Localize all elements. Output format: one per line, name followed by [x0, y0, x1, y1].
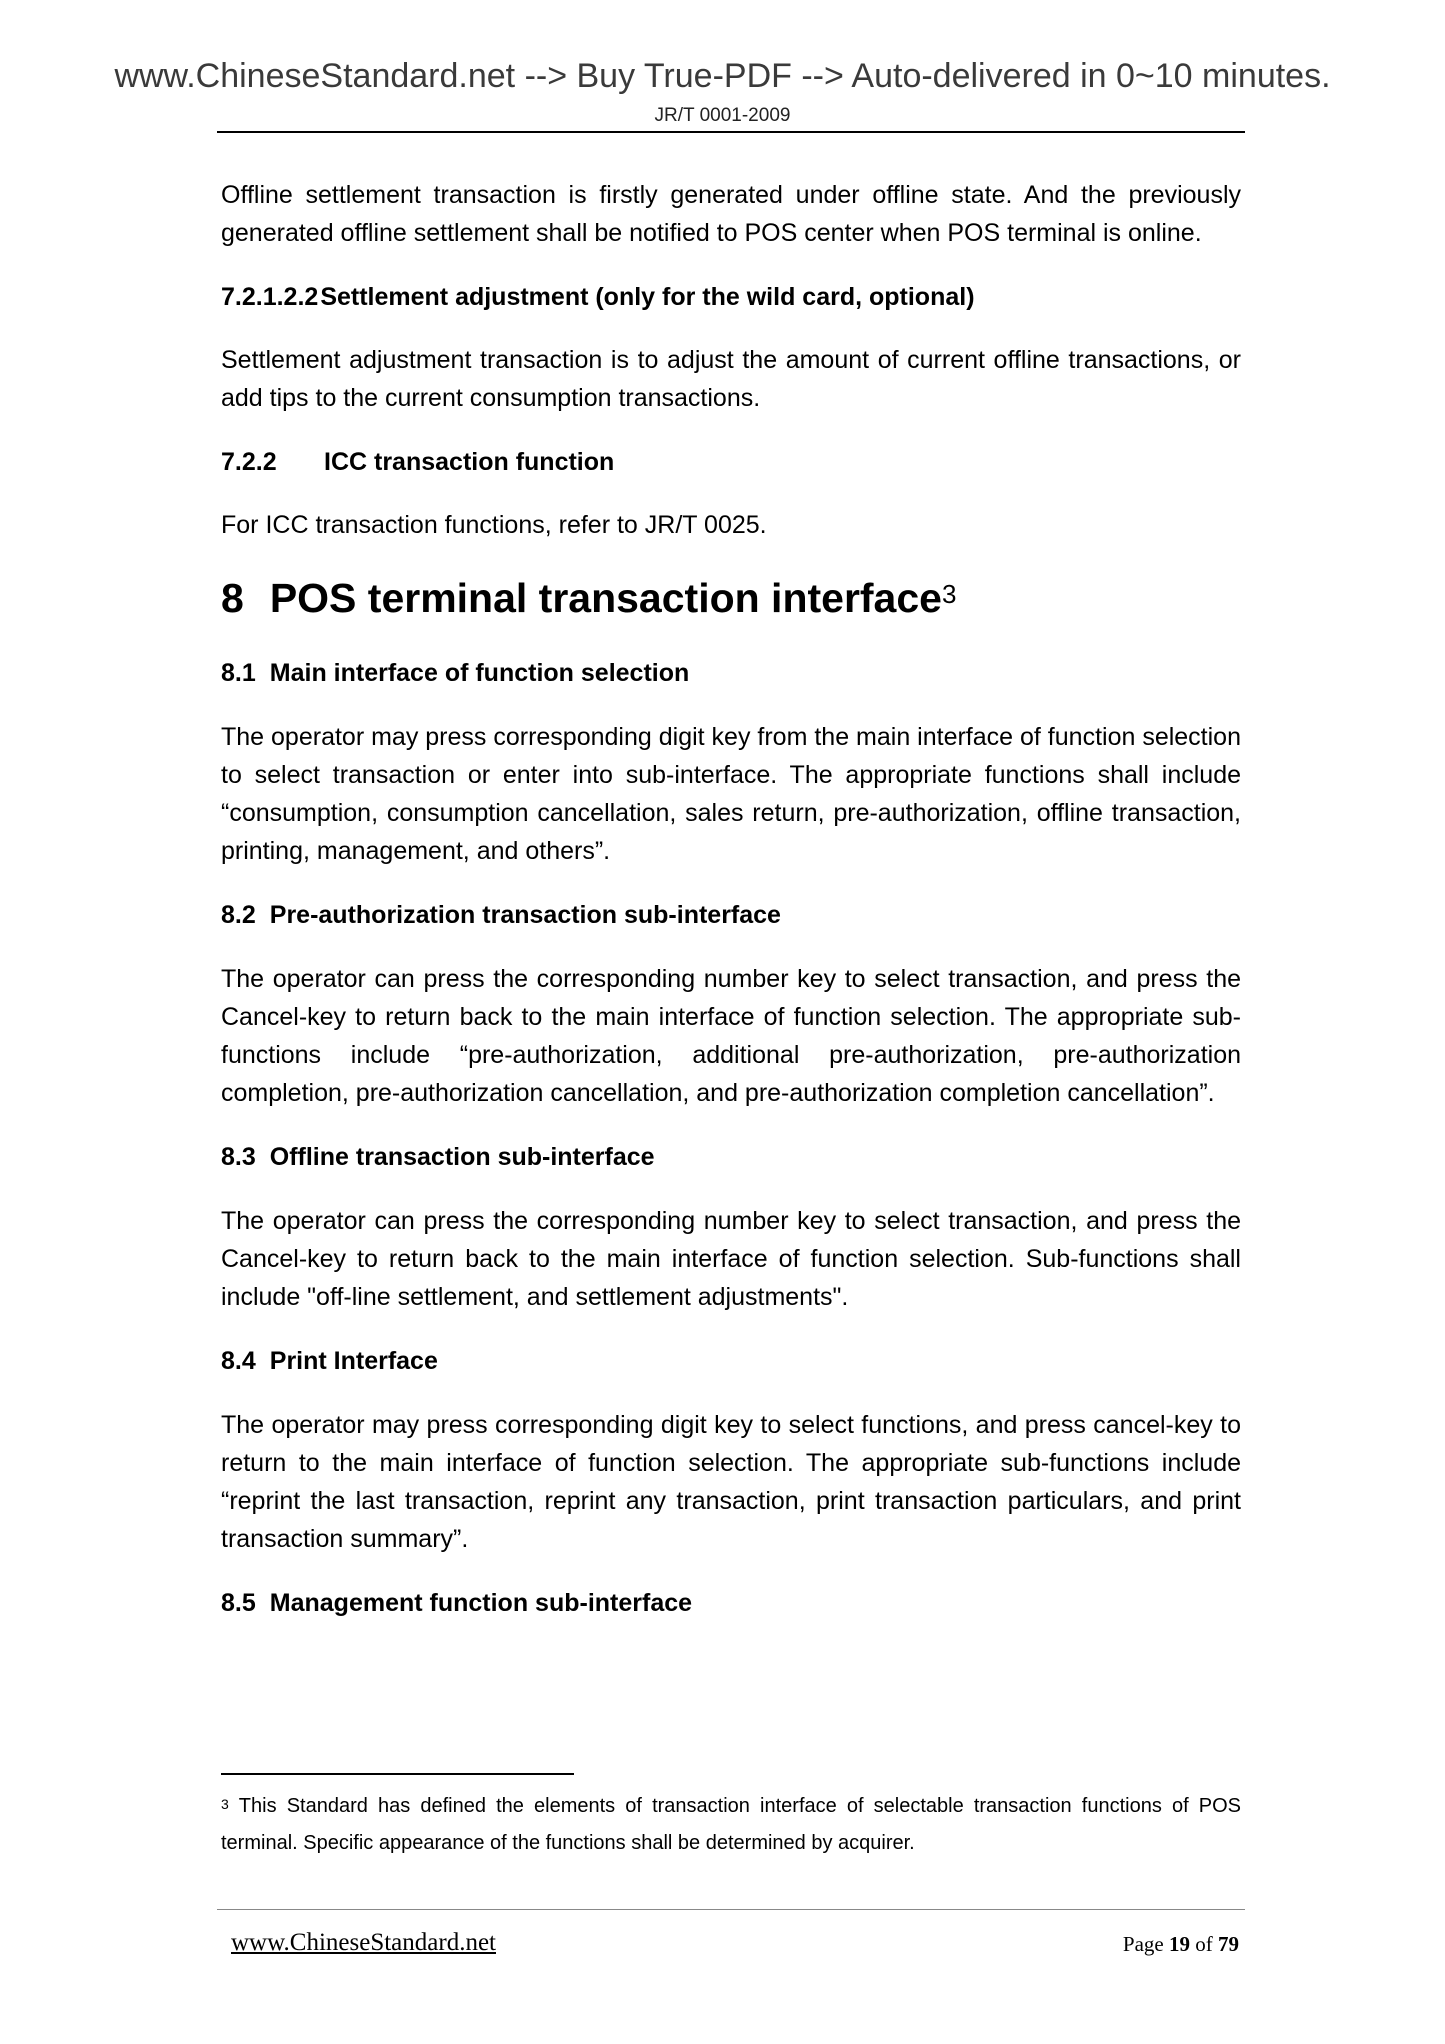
footnote-text: This Standard has defined the elements of transaction interface of selectable transaction functions of POS terminal. Specific appearance of the functions shall be determined by acquirer. — [221, 1795, 1241, 1854]
section-number: 8.4 — [221, 1347, 256, 1375]
section-title: Management function sub-interface — [269, 1589, 693, 1617]
section-8-4-heading — [221, 1342, 1241, 1380]
heading-7-2-2 — [221, 443, 1241, 481]
section-8-2-heading — [221, 896, 1241, 934]
section-8-3-heading — [221, 1138, 1241, 1176]
section-title: Pre-authorization transaction sub-interface — [269, 901, 781, 929]
page-word: Page — [1122, 1932, 1164, 1956]
total-pages: 79 — [1218, 1932, 1239, 1956]
footnote-mark: 3 — [221, 1796, 229, 1812]
page-content — [221, 176, 1241, 1648]
paragraph-offline-settlement: Offline settlement transaction is firstly generated under offline state. And the previously generated offline settlement shall be notified to POS center when POS terminal is online. — [221, 181, 1241, 247]
document-id: JR/T 0001-2009 — [654, 105, 791, 126]
site-banner[interactable]: www.ChineseStandard.net --> Buy True-PDF --> Auto-delivered in 0~10 minutes. — [114, 57, 1331, 95]
section-number: 8.5 — [221, 1589, 256, 1617]
footer-website-link[interactable]: www.ChineseStandard.net — [231, 1929, 496, 1956]
heading-title: Settlement adjustment (only for the wild card, optional) — [320, 283, 975, 311]
paragraph-settlement-adjustment: Settlement adjustment transaction is to adjust the amount of current offline transactions, or add tips to the current consumption transactions. — [221, 346, 1241, 412]
paragraph-8-3: The operator can press the corresponding number key to select transaction, and press the Cancel-key to return back to the main interface of function selection. Sub-functions shall include "off-line settlement, and settlement adjustments". — [221, 1207, 1241, 1311]
footnote — [221, 1788, 1241, 1862]
page-number — [1123, 1932, 1239, 1957]
chapter-8-heading — [221, 570, 1241, 626]
chapter-title: POS terminal transaction interface — [269, 575, 942, 621]
section-number: 8.2 — [221, 901, 256, 929]
section-8-1-heading — [221, 654, 1241, 692]
section-number: 8.1 — [221, 659, 256, 687]
paragraph-8-2: The operator can press the corresponding number key to select transaction, and press the Cancel-key to return back to the main interface of function selection. The appropriate sub-functions include “pre-authorization, additional pre-authorization, pre-authorization completion, pre-authorization cancellation, and pre-authorization completion cancellation”. — [221, 965, 1241, 1107]
paragraph-8-1: The operator may press corresponding digit key from the main interface of function selection to select transaction or enter into sub-interface. The appropriate functions shall include “consumption, consumption cancellation, sales return, pre-authorization, offline transaction, printing, management, and others”. — [221, 723, 1241, 865]
footer-divider — [217, 1909, 1245, 1910]
heading-title: ICC transaction function — [324, 448, 615, 476]
heading-number: 7.2.1.2.2 — [221, 283, 319, 311]
header-divider — [217, 131, 1245, 133]
of-word: of — [1195, 1932, 1213, 1956]
section-title: Main interface of function selection — [269, 659, 690, 687]
paragraph-icc: For ICC transaction functions, refer to JR/T 0025. — [221, 511, 767, 539]
section-title: Offline transaction sub-interface — [269, 1143, 655, 1171]
footnote-reference[interactable]: 3 — [941, 579, 957, 609]
section-number: 8.3 — [221, 1143, 256, 1171]
section-title: Print Interface — [269, 1347, 438, 1375]
heading-7-2-1-2-2 — [221, 278, 1241, 316]
paragraph-8-4: The operator may press corresponding digit key to select functions, and press cancel-key to return to the main interface of function selection. The appropriate sub-functions include “reprint the last transaction, reprint any transaction, print transaction particulars, and print transaction summary”. — [221, 1411, 1241, 1553]
chapter-number: 8 — [221, 575, 244, 621]
footnote-divider — [221, 1773, 574, 1775]
current-page: 19 — [1169, 1932, 1190, 1956]
section-8-5-heading — [221, 1584, 1241, 1622]
heading-number: 7.2.2 — [221, 448, 277, 476]
